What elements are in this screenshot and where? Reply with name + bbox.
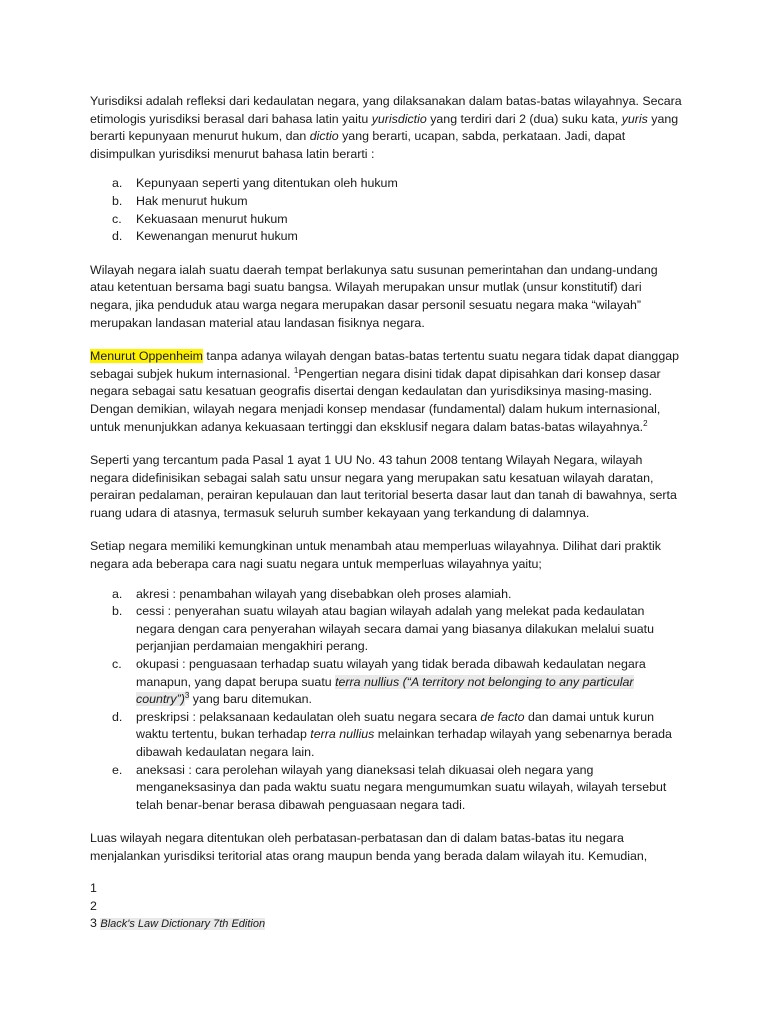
list-item: [90, 656, 682, 709]
paragraph-perluasan: Setiap negara memiliki kemungkinan untuk menambah atau memperluas wilayahnya. Dilihat dari praktik negara ada beberapa cara nagi suatu negara untuk memperluas wilayahnya yaitu;: [90, 539, 661, 572]
footnote-3: [90, 915, 265, 933]
list-marker: d.: [112, 229, 123, 244]
list-marker: c.: [112, 211, 122, 226]
italic-term: terra nullius: [310, 727, 375, 742]
list-item: [90, 603, 682, 656]
footnotes: [90, 880, 265, 933]
paragraph-wilayah-negara: Wilayah negara ialah suatu daerah tempat berlakunya satu susunan pemerintahan dan undang-undang atau ketentuan bersama bagi suatu bangsa. Wilayah merupakan unsur mutlak (unsur konstitutif) dari negara, jika penduduk atau warga negara merupakan dasar personil sesuatu negara maka “wilayah” merupakan landasan material atau landasan fisiknya negara.: [90, 262, 658, 330]
text-run: yang berarti kepunyaan menurut hukum, dan: [90, 111, 679, 144]
list-item: [90, 228, 682, 246]
text-run: yang berarti, ucapan, sabda, perkataan. Jadi, dapat disimpulkan yurisdiksi menurut bahasa latin berarti :: [90, 129, 626, 161]
list-marker: d.: [112, 709, 123, 724]
highlighted-text: Menurut Oppenheim: [90, 349, 203, 364]
footnote-number: 1: [90, 881, 97, 895]
italic-term: terra nullius (“A territory not belonging to any particular country”): [136, 674, 634, 707]
text-run: preskripsi : pelaksanaan kedaulatan oleh suatu negara secara: [136, 709, 481, 724]
italic-term: de facto: [480, 709, 525, 724]
text-run: dan damai untuk kurun waktu tertentu, bukan terhadap: [136, 709, 655, 742]
paragraph-oppenheim: [90, 348, 682, 436]
list-marker: b.: [112, 604, 123, 619]
footnote-1: [90, 880, 265, 898]
list-cara-perluasan: [90, 586, 682, 815]
footnote-ref[interactable]: 2: [643, 418, 648, 428]
footnote-citation: Black's Law Dictionary 7th Edition: [100, 918, 266, 931]
paragraph-uu-43: Seperti yang tercantum pada Pasal 1 ayat 1 UU No. 43 tahun 2008 tentang Wilayah Negara, wilayah negara didefinisikan sebagai salah satu unsur negara yang merupakan satu kesatuan wilayah daratan, perairan pedalaman, perairan kepulauan dan laut teritorial beserta dasar laut dan tanah di bawahnya, serta ruang udara di atasnya, termasuk seluruh sumber kekayaan yang terkandung di dalamnya.: [90, 453, 677, 520]
text-run: Yurisdiksi adalah refleksi dari kedaulatan negara, yang dilaksanakan dalam batas-batas wilayahnya. Secara etimologis yurisdiksi berasal dari bahasa latin yaitu: [90, 94, 682, 126]
list-item-text: Hak menurut hukum: [136, 193, 248, 208]
list-item-text: Kewenangan menurut hukum: [136, 229, 298, 244]
paragraph-yurisdiksi: [90, 93, 682, 163]
footnote-number: 2: [90, 898, 97, 913]
text-run: Pengertian negara disini tidak dapat dipisahkan dari konsep dasar negara sebagai satu kesatuan geografis disertai dengan kedaulatan dan yurisdiksinya masing-masing. Dengan demikian, wilayah negara menjadi konsep mendasar (fundamental) dalam hukum internasional, untuk menunjukkan adanya kekuasaan tertinggi dan eksklusif negara dalam batas-batas wilayahnya.: [90, 366, 661, 434]
text-run: tanpa adanya wilayah dengan batas-batas tertentu suatu negara tidak dapat dianggap sebagai subjek hukum internasional.: [90, 349, 679, 381]
footnote-number: 3: [90, 916, 97, 931]
paragraph-luas-wilayah: Luas wilayah negara ditentukan oleh perbatasan-perbatasan dan di dalam batas-batas itu negara menjalankan yurisdiksi teritorial atas orang maupun benda yang berada dalam wilayah itu. Kemudian,: [90, 831, 648, 863]
list-item: [90, 586, 682, 604]
list-item: [90, 762, 682, 815]
list-item: [90, 175, 682, 193]
footnote-2: [90, 898, 265, 916]
list-item: [90, 211, 682, 229]
italic-term: yurisdictio: [371, 111, 427, 126]
list-marker: b.: [112, 193, 123, 208]
text-run: yang terdiri dari 2 (dua) suku kata,: [426, 111, 622, 126]
text-run: okupasi : penguasaan terhadap suatu wilayah yang tidak berada dibawah kedaulatan negara manapun, yang dapat berupa suatu: [136, 657, 646, 689]
list-item: [90, 193, 682, 211]
list-item-text: aneksasi : cara perolehan wilayah yang dianeksasi telah dikuasai oleh negara yang menganeksasinya dan pada waktu suatu negara mengumumkan suatu wilayah, wilayah tersebut telah benar-benar berasa dibawah penguasaan negara tadi.: [136, 762, 667, 812]
italic-term: dictio: [309, 129, 339, 144]
list-item-text: Kekuasaan menurut hukum: [136, 211, 288, 226]
list-marker: a.: [112, 586, 123, 601]
text-run: yang baru ditemukan.: [189, 692, 312, 707]
text-run: melainkan terhadap wilayah yang sebenarnya berada dibawah kedaulatan negara lain.: [136, 727, 672, 759]
list-item-text: cessi : penyerahan suatu wilayah atau bagian wilayah adalah yang melekat pada kedaulatan negara dengan cara penyerahan wilayah secara damai yang biasanya dilakukan melalui suatu perjanjian perdamaian mengakhiri perang.: [136, 604, 654, 654]
list-item-text: akresi : penambahan wilayah yang disebabkan oleh proses alamiah.: [136, 586, 512, 601]
list-arti-yurisdiksi: [90, 175, 682, 245]
list-item: [90, 709, 682, 762]
italic-term: yuris: [621, 111, 648, 126]
footnote-ref[interactable]: 1: [293, 365, 299, 375]
list-item-text: Kepunyaan seperti yang ditentukan oleh hukum: [136, 176, 398, 191]
footnote-ref[interactable]: 3: [184, 691, 190, 701]
list-marker: e.: [112, 762, 123, 777]
list-marker: a.: [112, 176, 123, 191]
list-marker: c.: [112, 657, 122, 672]
